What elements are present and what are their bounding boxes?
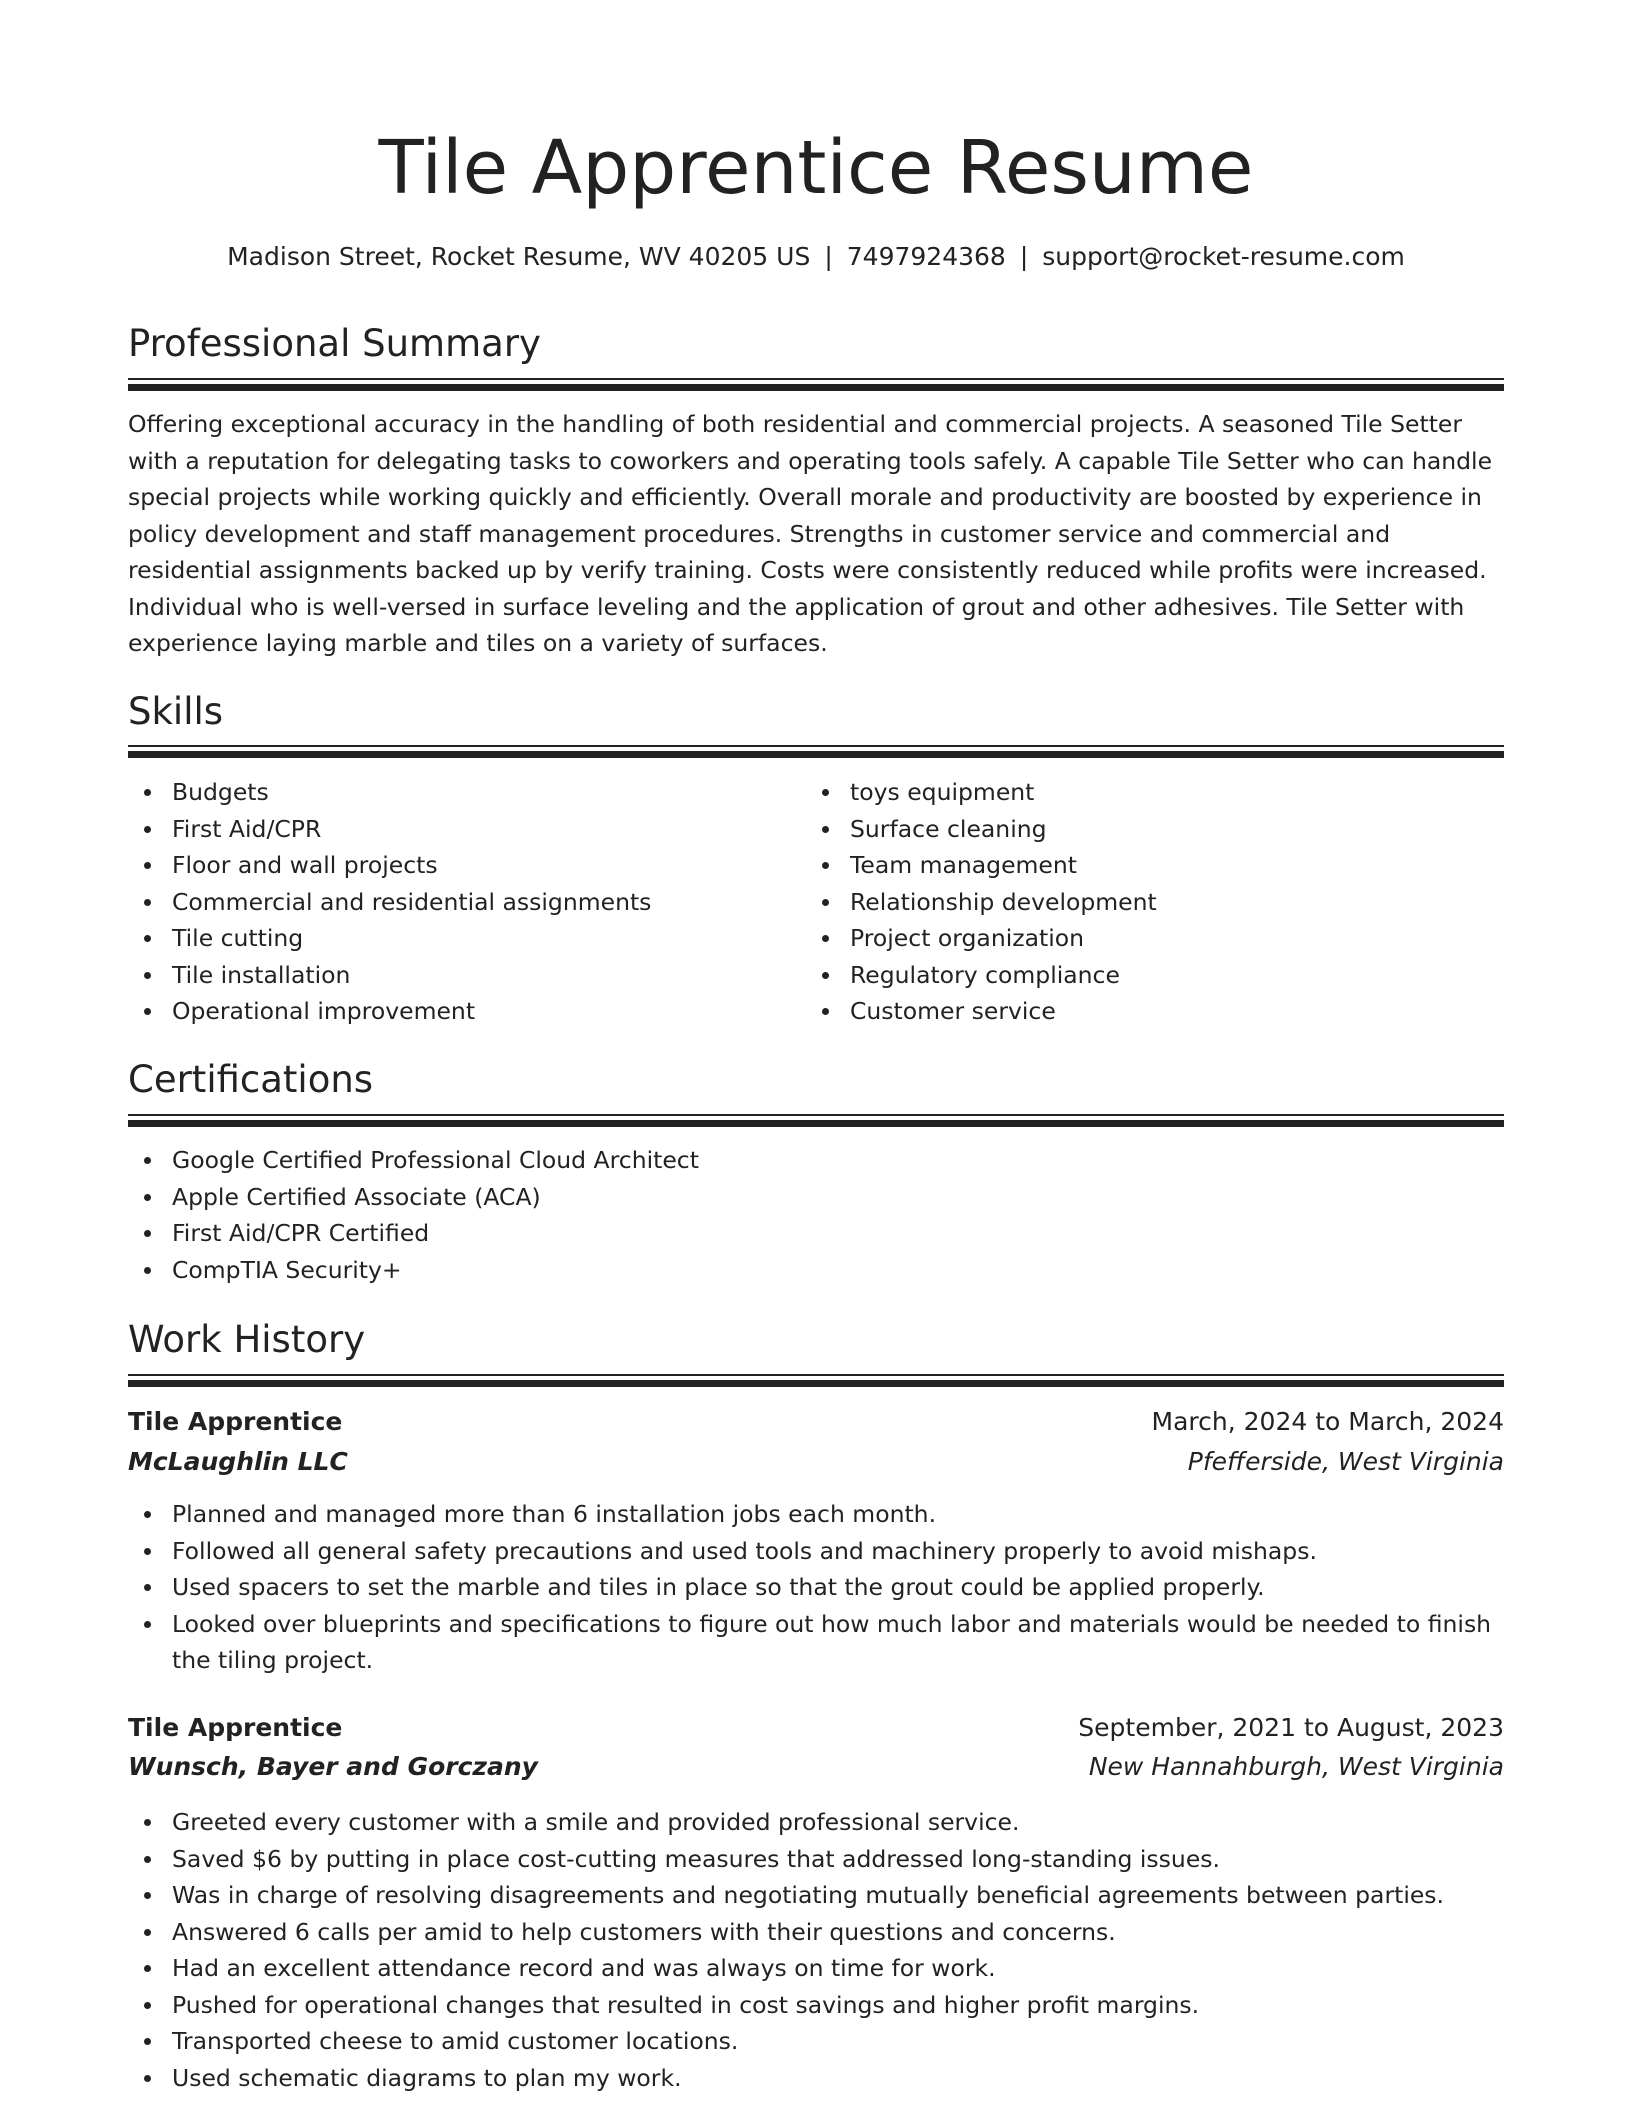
job-dates: September, 2021 to August, 2023 <box>1078 1713 1504 1742</box>
list-item: Commercial and residential assignments <box>172 884 802 921</box>
certifications-list <box>128 1142 1504 1288</box>
list-item: Regulatory compliance <box>850 957 1504 994</box>
list-item: Was in charge of resolving disagreements and negotiating mutually beneficial agreements between parties. <box>172 1877 1504 1914</box>
contact-address: Madison Street, Rocket Resume, WV 40205 US <box>227 242 811 271</box>
list-item: Google Certified Professional Cloud Architect <box>172 1142 1504 1179</box>
summary-heading: Professional Summary <box>128 322 541 365</box>
list-item: Budgets <box>172 774 802 811</box>
skills-list-left <box>128 774 802 1030</box>
list-item: Saved $6 by putting in place cost-cutting measures that addressed long-standing issues. <box>172 1841 1504 1878</box>
job-company: Wunsch, Bayer and Gorczany <box>128 1752 538 1781</box>
job-location: New Hannahburgh, West Virginia <box>1088 1752 1504 1781</box>
list-item: First Aid/CPR Certified <box>172 1215 1504 1252</box>
list-item: Greeted every customer with a smile and provided professional service. <box>172 1804 1504 1841</box>
contact-separator: | <box>824 242 833 271</box>
section-divider <box>128 1374 1504 1387</box>
job-company: McLaughlin LLC <box>128 1447 348 1476</box>
list-item: Apple Certified Associate (ACA) <box>172 1179 1504 1216</box>
section-divider <box>128 745 1504 758</box>
job-bullets <box>128 1804 1504 2096</box>
section-divider <box>128 1114 1504 1127</box>
list-item: Floor and wall projects <box>172 847 802 884</box>
list-item: CompTIA Security+ <box>172 1252 1504 1289</box>
work-history-heading: Work History <box>128 1318 366 1361</box>
list-item: Pushed for operational changes that resulted in cost savings and higher profit margins. <box>172 1987 1504 2024</box>
list-item: Transported cheese to amid customer locations. <box>172 2023 1504 2060</box>
contact-separator: | <box>1019 242 1029 271</box>
list-item: First Aid/CPR <box>172 811 802 848</box>
contact-line <box>128 240 1504 274</box>
list-item: Tile cutting <box>172 920 802 957</box>
list-item: Customer service <box>850 993 1504 1030</box>
certifications-heading: Certifications <box>128 1058 374 1101</box>
job-dates: March, 2024 to March, 2024 <box>1151 1407 1504 1436</box>
list-item: Followed all general safety precautions and used tools and machinery properly to avoid mishaps. <box>172 1533 1504 1570</box>
list-item: toys equipment <box>850 774 1504 811</box>
list-item: Project organization <box>850 920 1504 957</box>
job-bullets <box>128 1496 1504 1679</box>
job-title: Tile Apprentice <box>128 1713 343 1742</box>
summary-text: Offering exceptional accuracy in the handling of both residential and commercial projects. A seasoned Tile Setter with a reputation for delegating tasks to coworkers and operating tools safely. A capable Tile Setter who can handle special projects while working quickly and efficiently. Overall morale and productivity are boosted by experience in policy development and staff management procedures. Strengths in customer service and commercial and residential assignments backed up by verify training. Costs were consistently reduced while profits were increased. Individual who is well-versed in surface leveling and the application of grout and other adhesives. Tile Setter with experience laying marble and tiles on a variety of surfaces. <box>128 410 1493 657</box>
list-item: Answered 6 calls per amid to help customers with their questions and concerns. <box>172 1914 1504 1951</box>
list-item: Surface cleaning <box>850 811 1504 848</box>
list-item: Relationship development <box>850 884 1504 921</box>
skills-list-right <box>806 774 1504 1030</box>
section-divider <box>128 378 1504 391</box>
resume-title: Tile Apprentice Resume <box>378 125 1254 211</box>
list-item: Planned and managed more than 6 installation jobs each month. <box>172 1496 1504 1533</box>
skills-heading: Skills <box>128 690 224 733</box>
list-item: Used schematic diagrams to plan my work. <box>172 2060 1504 2097</box>
list-item: Operational improvement <box>172 993 802 1030</box>
contact-phone: 7497924368 <box>846 242 1006 271</box>
contact-email[interactable]: support@rocket-resume.com <box>1042 242 1405 271</box>
list-item: Had an excellent attendance record and was always on time for work. <box>172 1950 1504 1987</box>
list-item: Used spacers to set the marble and tiles in place so that the grout could be applied properly. <box>172 1569 1504 1606</box>
list-item: Looked over blueprints and specifications to figure out how much labor and materials would be needed to finish the tiling project. <box>172 1606 1504 1679</box>
job-title: Tile Apprentice <box>128 1407 343 1436</box>
list-item: Team management <box>850 847 1504 884</box>
job-location: Pfefferside, West Virginia <box>1187 1447 1504 1476</box>
list-item: Tile installation <box>172 957 802 994</box>
